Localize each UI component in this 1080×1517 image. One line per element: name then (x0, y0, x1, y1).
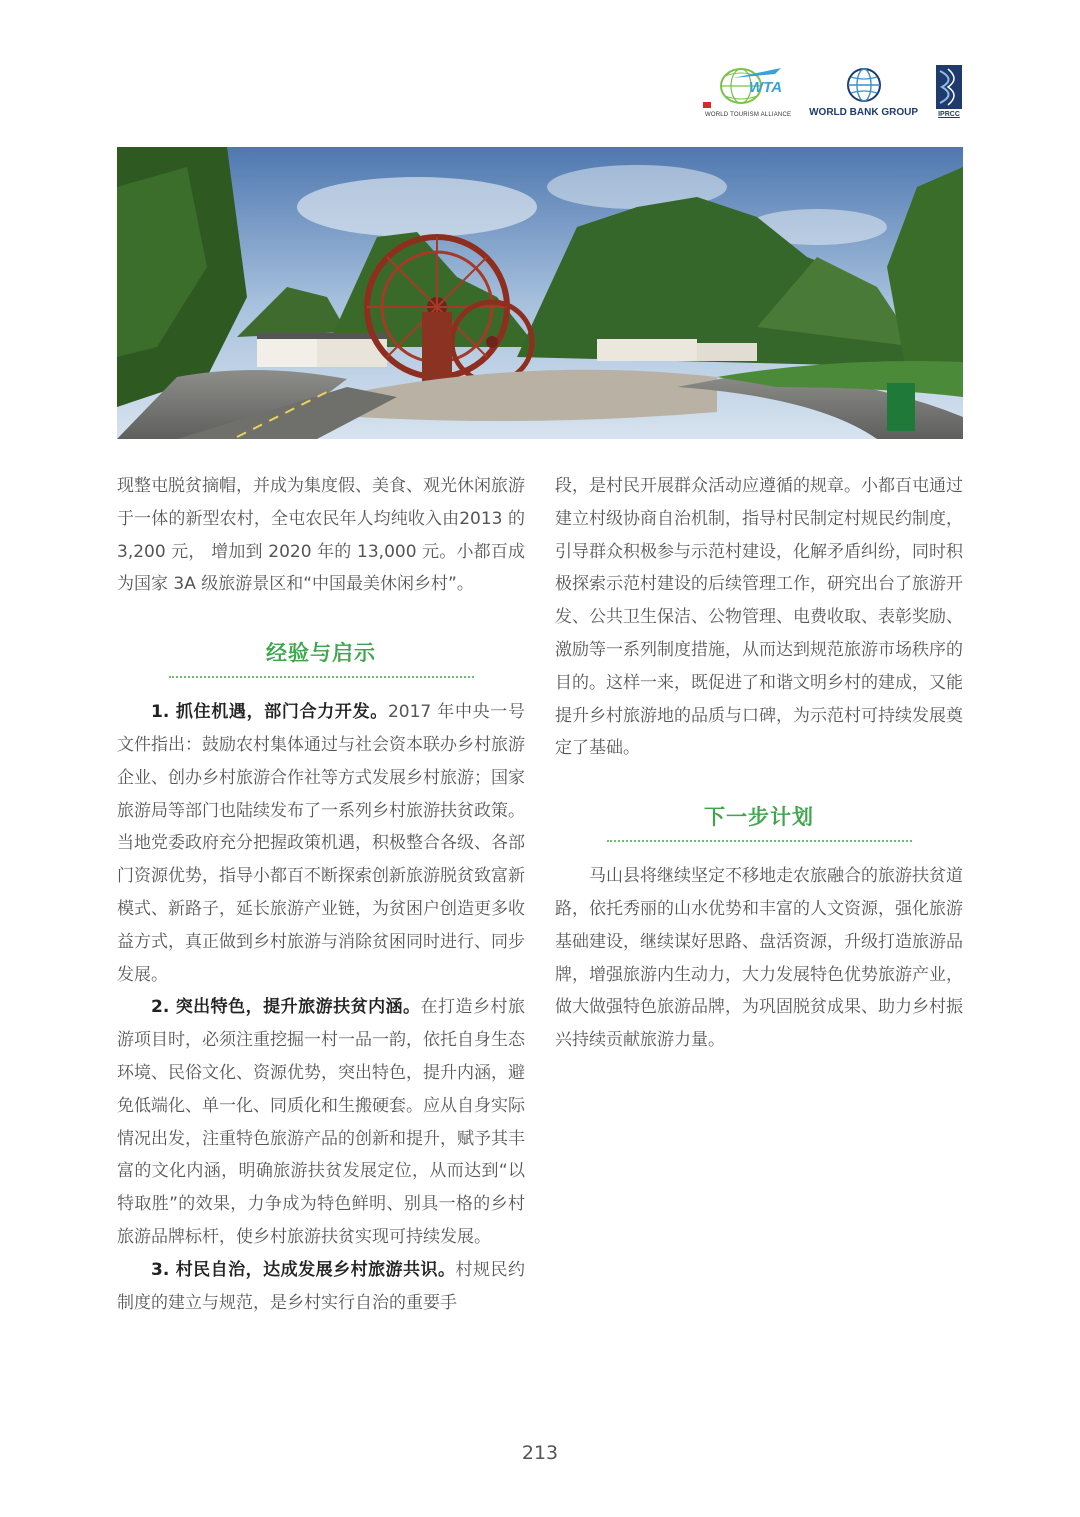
dotted-divider (169, 676, 474, 678)
item-2-text: 在打造乡村旅游项目时，必须注重挖掘一村一品一韵，依托自身生态环境、民俗文化、资源优势，突出特色，提升内涵，避免低端化、单一化、同质化和生搬硬套。应从自身实际情况出发，注重特色旅游产品的创新和提升，赋予其丰富的文化内涵，明确旅游扶贫发展定位，从而达到“以特取胜”的效果，力争成为特色鲜明、别具一格的乡村旅游品牌标杆，使乡村旅游扶贫实现可持续发展。 (117, 997, 525, 1247)
wta-globe-icon (703, 64, 793, 110)
page-number: 213 (521, 1442, 559, 1464)
iprcc-logo (934, 65, 964, 118)
experience-list (117, 696, 525, 1319)
intro-paragraph: 现整屯脱贫摘帽，并成为集度假、美食、观光休闲旅游于一体的新型农村，全屯农民年人均纯收入由2013 的 3,200 元， 增加到 2020 年的 13,000 元。小都百成为国家 3A 级旅游景区和“中国最美休闲乡村”。 (117, 476, 525, 595)
section-title-experience: 经验与启示 (266, 641, 376, 666)
experience-item-3 (117, 1254, 525, 1320)
continuation-paragraph: 段，是村民开展群众活动应遵循的规章。小都百屯通过建立村级协商自治机制，指导村民制定村规民约制度，引导群众积极参与示范村建设，化解矛盾纠纷，同时积极探索示范村建设的后续管理工作，研究出台了旅游开发、公共卫生保洁、公物管理、电费收取、表彰奖励、激励等一系列制度措施，从而达到规范旅游市场秩序的目的。这样一来，既促进了和谐文明乡村的建成，又能提升乡村旅游地的品质与口碑，为示范村可持续发展奠定了基础。 (555, 476, 963, 759)
right-column (555, 470, 963, 1057)
item-1-text: 2017 年中央一号文件指出：鼓励农村集体通过与社会资本联办乡村旅游企业、创办乡村旅游合作社等方式发展乡村旅游；国家旅游局等部门也陆续发布了一系列乡村旅游扶贫政策。当地党委政府充分把握政策机遇，积极整合各级、各部门资源优势，指导小都百不断探索创新旅游脱贫致富新模式、新路子，延长旅游产业链，为贫困户创造更多收益方式，真正做到乡村旅游与消除贫困同时进行、同步发展。 (117, 702, 525, 985)
world-bank-caption: WORLD BANK GROUP (809, 107, 918, 118)
partner-logos (703, 58, 964, 118)
svg-text:WTA: WTA (749, 79, 783, 96)
experience-item-1 (117, 696, 525, 991)
iprcc-caption: IPRCC (938, 111, 960, 118)
item-1-lead: 1. 抓住机遇，部门合力开发。 (151, 702, 388, 723)
plan-section-heading (555, 801, 963, 842)
village-photo (117, 147, 963, 439)
wta-logo (703, 64, 793, 118)
iprcc-emblem-icon (934, 65, 964, 109)
dotted-divider (607, 840, 912, 842)
world-bank-globe-icon (844, 66, 884, 104)
plan-paragraph: 马山县将继续坚定不移地走农旅融合的旅游扶贫道路，依托秀丽的山水优势和丰富的人文资源，强化旅游基础建设，继续谋好思路、盘活资源，升级打造旅游品牌，增强旅游内生动力，大力发展特色优势旅游产业，做大做强特色旅游品牌，为巩固脱贫成果、助力乡村振兴持续贡献旅游力量。 (555, 866, 963, 1051)
wta-caption: WORLD TOURISM ALLIANCE (705, 112, 792, 118)
experience-item-2 (117, 991, 525, 1253)
left-column (117, 470, 525, 1319)
item-3-text: 村规民约制度的建立与规范，是乡村实行自治的重要手 (117, 1259, 525, 1313)
item-3-lead: 3. 村民自治，达成发展乡村旅游共识。 (151, 1259, 456, 1280)
section-title-plan: 下一步计划 (704, 805, 814, 830)
item-2-lead: 2. 突出特色，提升旅游扶贫内涵。 (151, 997, 421, 1018)
experience-section-heading (117, 637, 525, 678)
world-bank-logo (809, 66, 918, 118)
